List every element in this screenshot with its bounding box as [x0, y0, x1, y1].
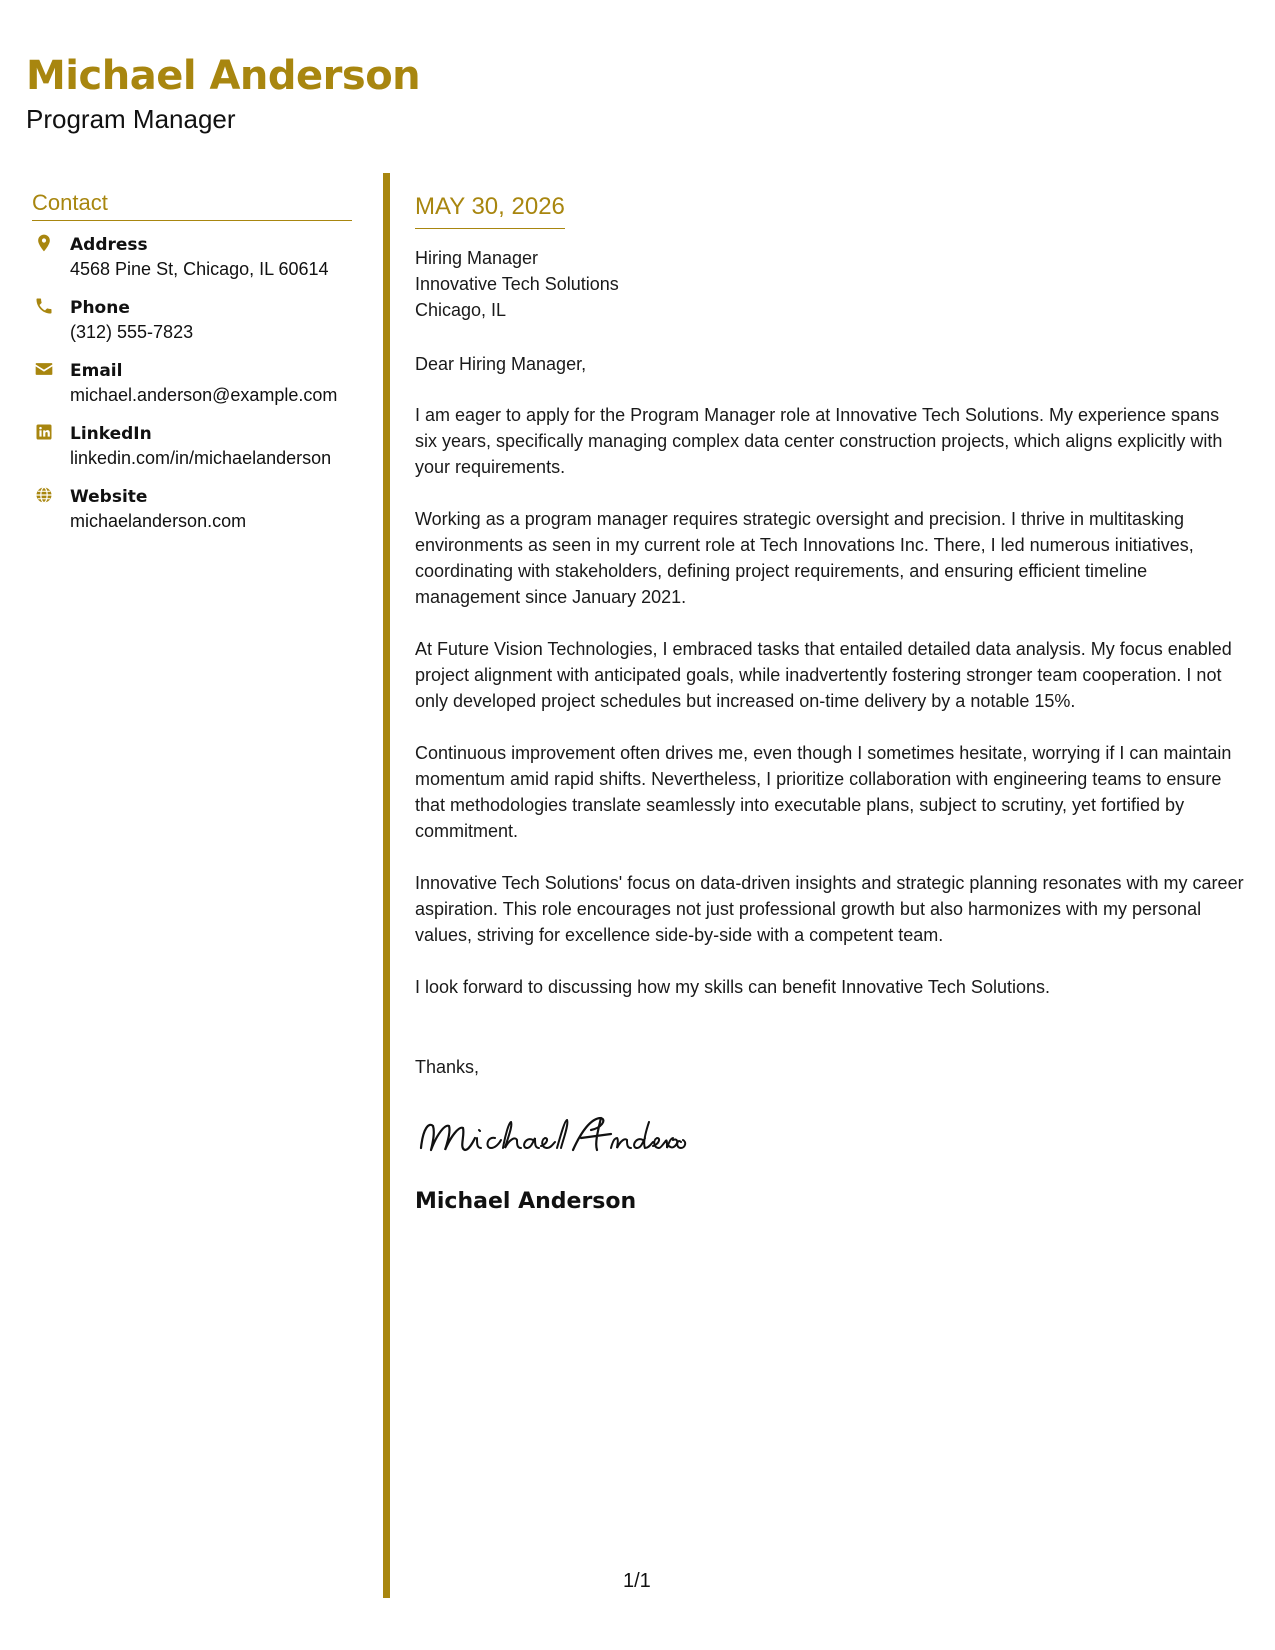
phone-value: (312) 555-7823 — [70, 322, 194, 342]
address-label: Address — [70, 235, 148, 255]
website-value[interactable]: michaelanderson.com — [70, 511, 247, 531]
contact-item-email — [32, 359, 352, 408]
contact-item-address — [32, 233, 352, 282]
body-paragraph: Working as a program manager requires strategic oversight and precision. I thrive in multitasking environments as seen in my current role at Tech Innovations Inc. There, I led numerous initiatives, coordinating with stakeholders, defining project requirements, and ensuring efficient timeline management since January 2021. — [415, 509, 1194, 607]
linkedin-icon — [34, 422, 54, 442]
address-value: 4568 Pine St, Chicago, IL 60614 — [70, 259, 329, 279]
contact-item-phone — [32, 296, 352, 345]
applicant-name: Michael Anderson — [26, 53, 421, 99]
globe-icon — [34, 485, 54, 505]
contact-heading: Contact — [32, 188, 352, 221]
job-title: Program Manager — [26, 104, 236, 134]
website-label: Website — [70, 487, 148, 507]
email-label: Email — [70, 361, 123, 381]
contact-sidebar — [32, 188, 352, 548]
contact-item-website — [32, 485, 352, 534]
body-paragraph: I am eager to apply for the Program Manager role at Innovative Tech Solutions. My experience spans six years, specifically managing complex data center construction projects, which aligns explicitly with your requirements. — [415, 405, 1223, 477]
vertical-divider — [383, 173, 390, 1598]
recipient-line: Chicago, IL — [415, 300, 507, 320]
recipient-line: Hiring Manager — [415, 248, 539, 268]
linkedin-value[interactable]: linkedin.com/in/michaelanderson — [70, 448, 332, 468]
signed-name: Michael Anderson — [415, 1189, 637, 1214]
handwritten-signature — [415, 1108, 695, 1168]
closing: Thanks, — [415, 1057, 480, 1077]
contact-item-linkedin — [32, 422, 352, 471]
email-value: michael.anderson@example.com — [70, 385, 338, 405]
body-paragraph: At Future Vision Technologies, I embraced tasks that entailed detailed data analysis. My focus enabled project alignment with anticipated goals, while inadvertently fostering stronger team cooperation. I not only developed project schedules but increased on-time delivery by a notable 15%. — [415, 639, 1232, 711]
recipient-line: Innovative Tech Solutions — [415, 274, 619, 294]
letter-date: MAY 30, 2026 — [415, 190, 565, 229]
linkedin-label: LinkedIn — [70, 424, 152, 444]
recipient-block — [415, 245, 1245, 323]
letter-body — [415, 190, 1245, 1217]
letter-header — [26, 46, 420, 132]
envelope-icon — [34, 359, 54, 379]
map-pin-icon — [34, 233, 54, 253]
greeting: Dear Hiring Manager, — [415, 354, 587, 374]
body-paragraph: Continuous improvement often drives me, even though I sometimes hesitate, worrying if I can maintain momentum amid rapid shifts. Nevertheless, I prioritize collaboration with engineering teams to ensure that methodologies translate seamlessly into executable plans, subject to scrutiny, yet fortified by commitment. — [415, 743, 1232, 841]
body-paragraph: I look forward to discussing how my skills can benefit Innovative Tech Solutions. — [415, 977, 1050, 997]
phone-label: Phone — [70, 298, 130, 318]
body-paragraph: Innovative Tech Solutions' focus on data-driven insights and strategic planning resonates with my career aspiration. This role encourages not just professional growth but also harmonizes with my personal values, striving for excellence side-by-side with a competent team. — [415, 873, 1244, 945]
phone-icon — [34, 296, 54, 316]
page-number: 1/1 — [623, 1570, 651, 1592]
